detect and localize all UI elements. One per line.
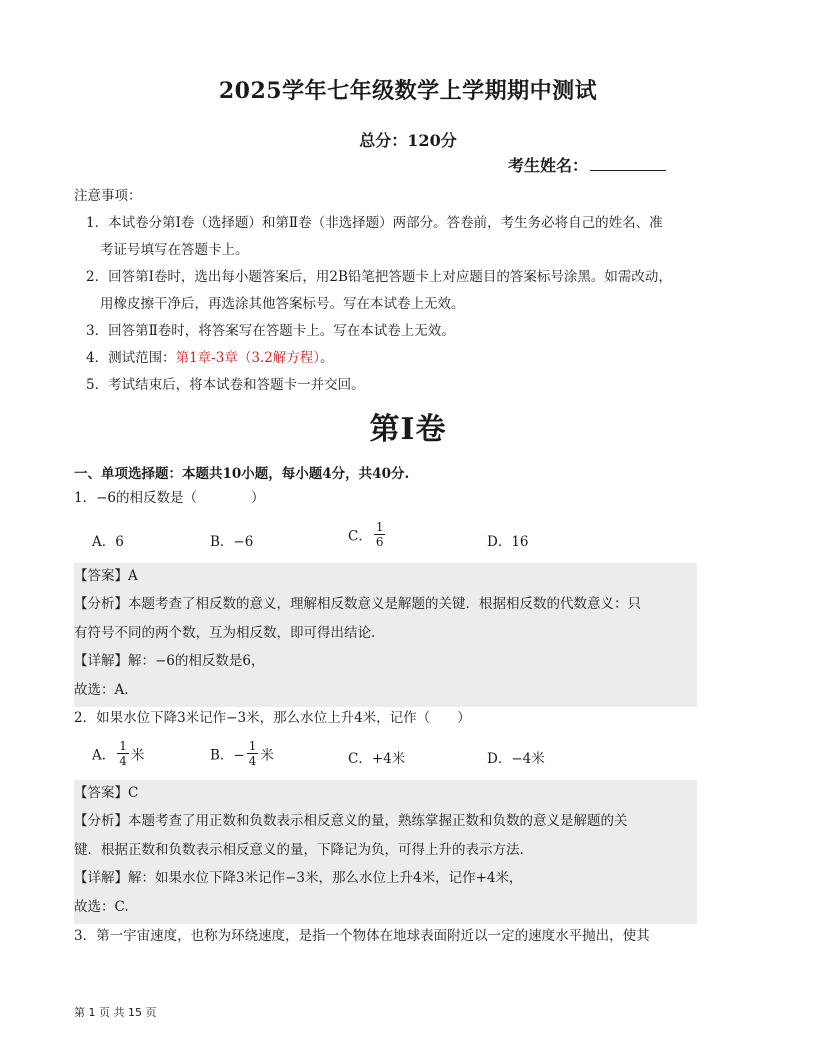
q2-option-a — [92, 739, 144, 768]
q2-option-c: C．+4米 — [348, 751, 406, 767]
candidate-name-blank — [590, 155, 666, 171]
q2-option-a-fraction — [117, 739, 129, 768]
q1-option-a: A．6 — [92, 534, 124, 550]
q2-option-a-unit: 米 — [130, 747, 145, 764]
q2-option-b-numerator: 1 — [248, 739, 257, 753]
volume-title: 第Ⅰ卷 — [369, 412, 447, 447]
q1-option-c — [348, 520, 387, 549]
notice-item-3: 3．回答第Ⅱ卷时，将答案写在答题卡上。写在本试卷上无效。 — [86, 323, 455, 339]
notice-item-4-prefix: 4．测试范围： — [86, 350, 176, 366]
page-footer: 第 1 页 共 15 页 — [74, 1006, 157, 1019]
candidate-name-label: 考生姓名： — [508, 156, 589, 175]
test-range: 第1章-3章（3.2解方程） — [175, 350, 321, 366]
section-title: 一、单项选择题：本题共10小题，每小题4分，共40分. — [74, 466, 410, 482]
notice-item-1-line-1: 1．本试卷分第Ⅰ卷（选择题）和第Ⅱ卷（非选择题）两部分。答卷前，考生务必将自己的姓名、准 — [86, 215, 663, 231]
q2-option-b-fraction — [247, 739, 259, 768]
q1-choice: 故选：A. — [74, 682, 129, 698]
q1-answer: 【答案】A — [74, 568, 138, 584]
q1-analysis-line-2: 有符号不同的两个数，互为相反数，即可得出结论. — [74, 625, 376, 641]
q2-option-b — [210, 739, 274, 768]
notice-item-4 — [86, 349, 334, 367]
q2-analysis-line-1: 【分析】本题考查了用正数和负数表示相反意义的量，熟练掌握正数和负数的意义是解题的关 — [74, 813, 628, 829]
q1-option-b: B．−6 — [210, 534, 254, 550]
q1-option-c-fraction — [374, 520, 386, 549]
q2-option-a-prefix: A． — [92, 747, 116, 764]
q1-stem: 1．−6的相反数是（ ） — [74, 490, 265, 506]
notice-item-2-line-1: 2．回答第Ⅰ卷时，选出每小题答案后，用2B铅笔把答题卡上对应题目的答案标号涂黑。如需改动， — [86, 269, 672, 285]
notice-item-5: 5．考试结束后，将本试卷和答题卡一并交回。 — [86, 377, 365, 393]
q1-option-d: D．16 — [487, 534, 529, 550]
q2-option-d: D．−4米 — [487, 751, 545, 767]
q2-answer: 【答案】C — [74, 785, 139, 801]
q2-option-b-denominator: 4 — [248, 754, 257, 768]
q2-detail: 【详解】解：如果水位下降3米记作−3米，那么水位上升4米，记作+4米， — [74, 870, 523, 886]
notice-item-1-line-2: 考证号填写在答题卡上。 — [100, 242, 249, 258]
q2-option-b-prefix: B．− — [210, 747, 245, 764]
q3-stem-line-1: 3．第一宇宙速度，也称为环绕速度，是指一个物体在地球表面附近以一定的速度水平抛出，使其 — [74, 928, 650, 944]
notice-item-2-line-2: 用橡皮擦干净后，再选涂其他答案标号。写在本试卷上无效。 — [100, 296, 465, 312]
q1-detail: 【详解】解：−6的相反数是6， — [74, 653, 265, 669]
q1-analysis-line-1: 【分析】本题考查了相反数的意义，理解相反数意义是解题的关键．根据相反数的代数意义：只 — [74, 596, 641, 612]
q2-option-a-numerator: 1 — [119, 739, 127, 753]
total-score: 总分：120分 — [359, 131, 457, 150]
q1-option-c-numerator: 1 — [375, 520, 384, 534]
q1-option-c-denominator: 6 — [375, 535, 384, 549]
notice-heading: 注意事项： — [74, 188, 142, 204]
candidate-name-row — [508, 153, 666, 176]
exam-title: 2025学年七年级数学上学期期中测试 — [218, 78, 598, 104]
q2-option-a-denominator: 4 — [119, 754, 127, 768]
q2-option-b-unit: 米 — [260, 747, 274, 764]
q2-choice: 故选：C. — [74, 899, 129, 915]
q2-analysis-line-2: 键．根据正数和负数表示相反意义的量，下降记为负，可得上升的表示方法. — [74, 842, 524, 858]
q2-stem: 2．如果水位下降3米记作−3米，那么水位上升4米，记作（ ） — [74, 710, 471, 726]
q1-option-c-prefix: C． — [348, 528, 372, 545]
notice-item-4-suffix: 。 — [320, 350, 334, 366]
